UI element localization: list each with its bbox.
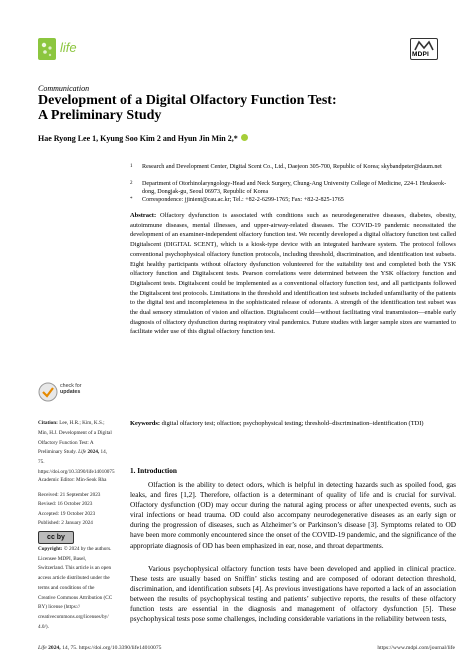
abstract-label: Abstract:: [130, 212, 157, 219]
title-line-2: A Preliminary Study: [38, 108, 162, 123]
affiliation-number: *: [130, 197, 133, 202]
date-revised: Revised: 16 October 2023: [38, 501, 93, 508]
article-dates: [38, 476, 118, 529]
article-type: Communication: [38, 84, 90, 93]
body-paragraph: [130, 564, 456, 625]
citation-year: 2024,: [87, 449, 100, 456]
affiliation-number: 1: [130, 164, 133, 169]
paragraph-text: Olfaction is the ability to detect odors, which is helpful in detecting hazards such as spoiled food, gas leaks, and fires [1,2]. Therefore, olfaction is a determinant of quality of life and is crucial for survival. Olfactory dysfunction (OD) may occur during the natural aging process or after unexpected events, such as viral infections or head trauma. OD could also accompany neurodegenerative diseases as an early sign or during the progression of diseases, such as Alzheimer’s or Parkinson’s disease [3]. Symptoms related to OD have been more commonly encountered since the onset of the COVID-19 pandemic, and the significance of the appropriate diagnosis of OD has been emphasized in ear, nose, and throat departments.: [130, 480, 456, 550]
academic-editor: Academic Editor: Min-Seok Rha: [38, 477, 107, 483]
leaf-icon: [38, 38, 56, 60]
paragraph-text: Various psychophysical olfactory function tests have been developed and applied in clinical practice. These tests are usually based on Sniffin’ sticks testing and are composed of odorant detection threshold, discrimination, and identification subsets [4]. As previous investigations have reported a lack of an association between the results of psychophysical testing and patients’ subjective reports, the results of these olfactory function tests are essential in the diagnosis and management of olfactory dysfunction [5]. These psychophysical tests pose some challenges, including considerable variations in the reliability between tests,: [130, 564, 456, 624]
citation-text: Lee, H.R.; Kim, K.S.; Min, H.J. Development of a Digital Olfactory Function Test: A Preliminary Study.: [38, 420, 112, 456]
check-updates-line1: check for: [60, 383, 82, 389]
check-updates-line2: updates: [60, 389, 81, 395]
abstract: [130, 211, 456, 337]
title-line-1: Development of a Digital Olfactory Function Test:: [38, 93, 337, 108]
affiliation-number: 2: [130, 181, 133, 186]
affiliation-text: Correspondence: jjinient@cau.ac.kr; Tel.: +82-2-6299-1765; Fax: +82-2-825-1765: [142, 197, 344, 203]
author-list: [38, 134, 248, 143]
footer-year: 2024,: [48, 645, 61, 651]
copyright-label: Copyright:: [38, 546, 63, 552]
check-updates-icon[interactable]: [38, 382, 58, 402]
publisher-name: MDPI: [412, 51, 430, 58]
body-paragraph: [130, 480, 456, 551]
citation-volume-doi[interactable]: 14, 75. https://doi.org/10.3390/life14010075: [38, 449, 115, 475]
cc-license-badge[interactable]: cc by: [38, 531, 74, 544]
date-published: Published: 2 January 2024: [38, 520, 93, 527]
keywords-text: digital olfactory test; olfaction; psychophysical testing; threshold–discrimination–identification (TDI): [161, 420, 424, 427]
footer-journal-url[interactable]: https://www.mdpi.com/journal/life: [377, 645, 455, 651]
keywords-label: Keywords:: [130, 420, 161, 427]
journal-logo: [38, 38, 56, 60]
copyright-block: [38, 545, 113, 632]
abstract-text: Olfactory dysfunction is associated with conditions such as neurodegenerative diseases, diabetes, obesity, autoimmune diseases, mental illnesses, and upper-airway-related diseases. The COVID-19 pandemic necessitated the development of an examiner-independent olfactory function test. We recently developed a digital olfactory function test called Digitalscent (DIGITAL SCENT), which is a kiosk-type device with an integrated hardware system. The protocol follows conventional psychophysical olfactory function protocols, including threshold, discrimination, and identification test subsets. Eight healthy participants without olfactory dysfunction volunteered for the suitability test and completed both the YSK olfactory function and Digitalscent tests. Pearson correlations were determined between the YSK olfactory function and Digitalscent tests. Digitalscent could be implemented as a conventional olfactory function test, and all participants followed the Digitalscent test protocols. Limitations in the threshold and identification test subsets included unfamiliarity of the patients to the digital test and incompleteness in the sophisticated release of odorants. A strength of the identification test subset was the dual sensory stimulation of vision and olfaction. Digitalscent could—without facilitating viral transmission—enable early diagnosis of olfactory dysfunction during respiratory viral pandemics. Future studies with larger sample sizes are warranted to facilitate wider use of this digital olfactory function test.: [130, 212, 456, 336]
copyright-text: © 2024 by the authors. Licensee MDPI, Basel, Switzerland. This article is an open access article distributed under the terms and conditions of the Creative Commons Attribution (CC BY) license (https:// creativecommons.org/licenses/by/ 4.0/).: [38, 546, 113, 630]
check-updates-label[interactable]: [60, 383, 82, 395]
citation-journal: Life: [78, 449, 87, 456]
authors-text: Hae Ryong Lee 1, Kyung Soo Kim 2 and Hyun Jin Min 2,*: [38, 134, 238, 143]
affiliation-2: [130, 180, 455, 196]
affiliation-text: Research and Development Center, Digital Scent Co., Ltd., Daejeon 305-700, Republic of Korea; skybandpeter@daum.net: [142, 164, 442, 170]
footer-citation: [38, 645, 161, 651]
citation-label: Citation:: [38, 420, 58, 426]
footer-journal: Life: [38, 645, 47, 651]
affiliation-1: [130, 163, 455, 171]
citation-block: [38, 419, 113, 478]
date-received: Received: 21 September 2023: [38, 491, 101, 498]
keywords: [130, 419, 456, 429]
orcid-icon[interactable]: [241, 134, 248, 141]
correspondence: [130, 196, 455, 204]
footer-doi[interactable]: 14, 75. https://doi.org/10.3390/life14010075: [62, 645, 162, 651]
affiliation-text: Department of Otorhinolaryngology-Head and Neck Surgery, Chung-Ang University College of Medicine, 224-1 Heukseok-dong, Dongjak-gu, Seoul 06973, Republic of Korea: [142, 181, 447, 195]
article-title: [38, 93, 458, 123]
section-heading: 1. Introduction: [130, 466, 177, 475]
journal-name[interactable]: life: [60, 40, 77, 55]
date-accepted: Accepted: 19 October 2023: [38, 510, 96, 517]
